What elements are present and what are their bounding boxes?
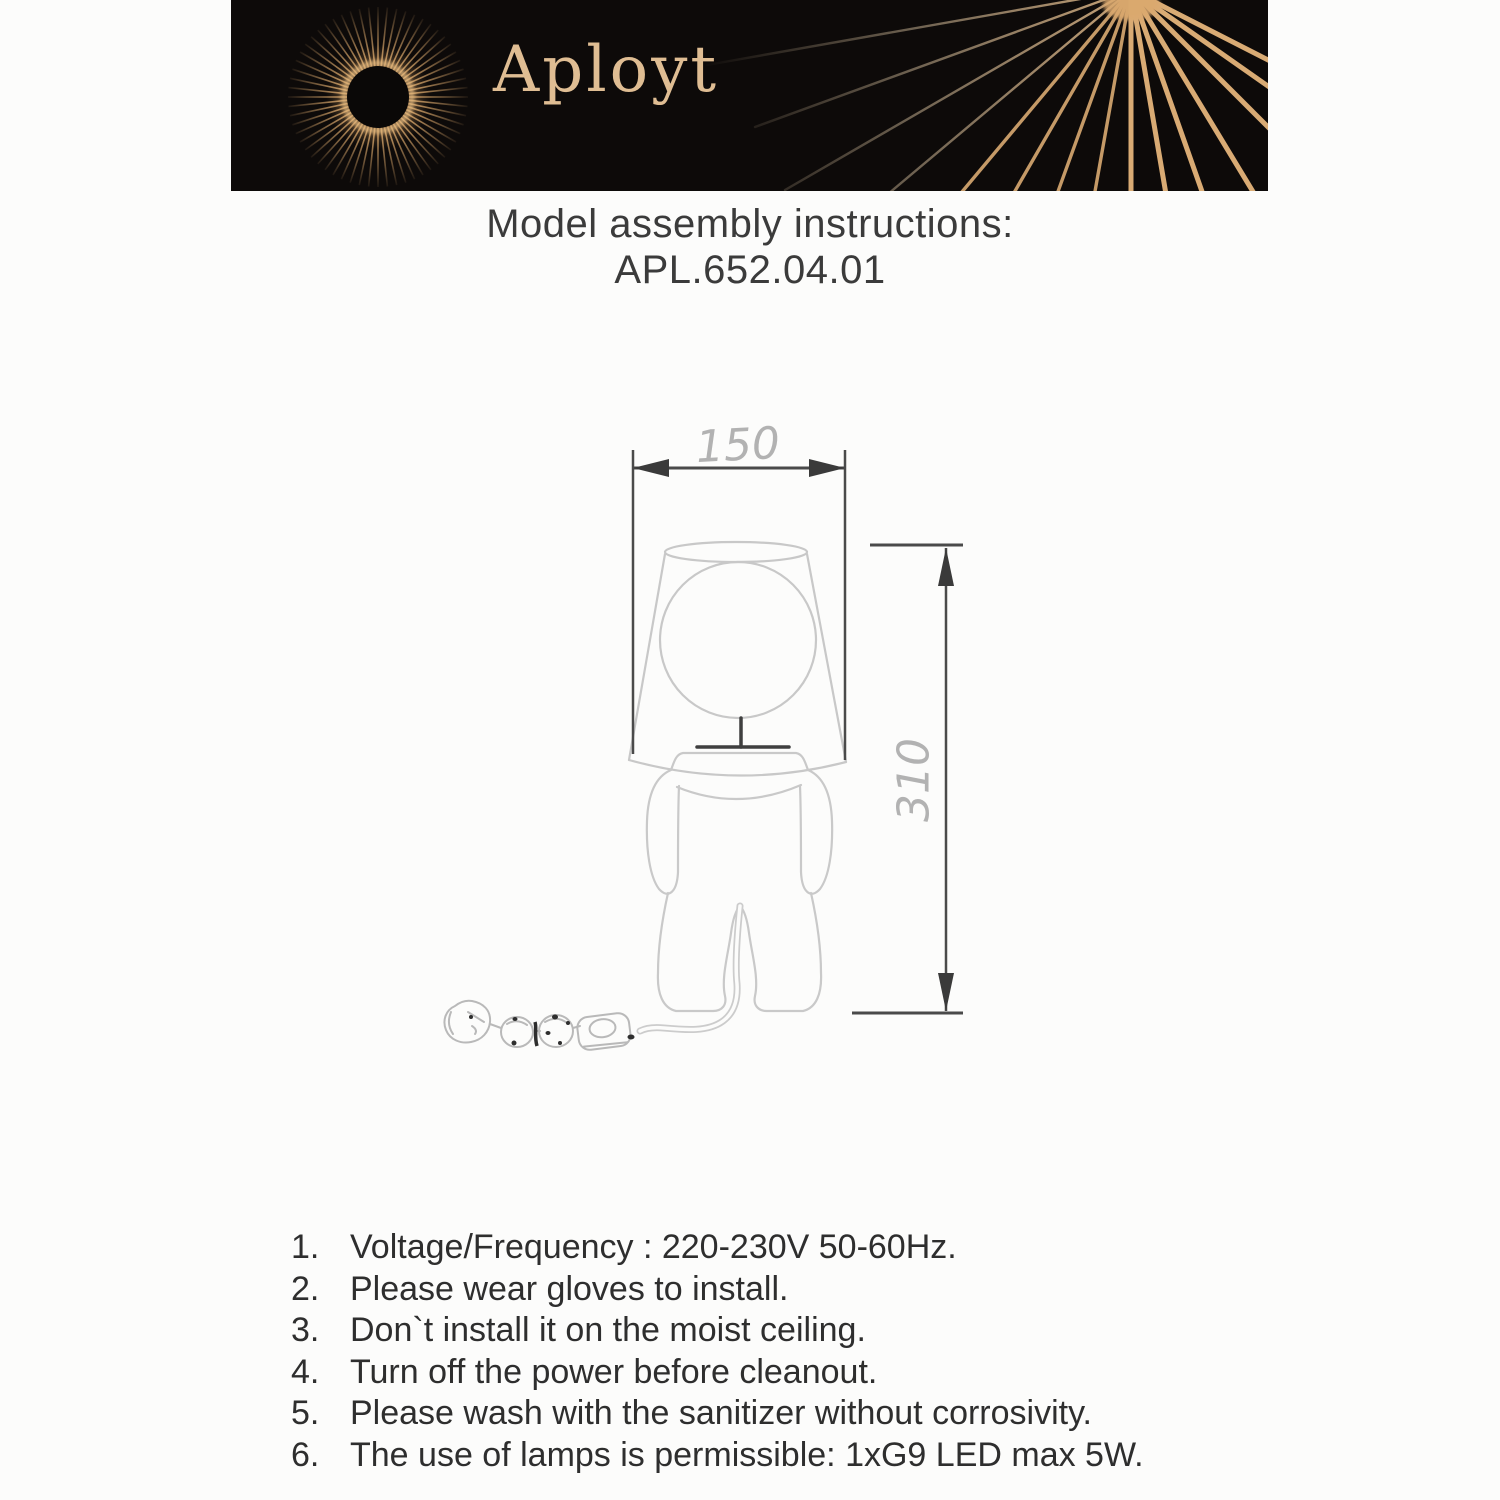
instruction-list — [291, 1230, 1341, 1479]
title-block — [0, 201, 1500, 293]
cord-bead — [539, 1015, 573, 1047]
item-text: Don`t install it on the moist ceiling. — [350, 1311, 866, 1349]
item-text: Please wear gloves to install. — [350, 1269, 789, 1308]
item-text: Voltage/Frequency : 220-230V 50-60Hz. — [350, 1228, 957, 1266]
list-item — [291, 1352, 1341, 1391]
height-dimension-label: 310 — [888, 738, 940, 822]
model-number: APL.652.04.01 — [614, 248, 886, 292]
arrow-up-icon — [938, 548, 954, 586]
list-item — [291, 1435, 1341, 1474]
starburst-icon — [283, 2, 473, 191]
technical-drawing — [420, 405, 1000, 1085]
bulb-stem — [697, 718, 789, 747]
banner-decorations — [231, 0, 1268, 191]
list-item — [291, 1313, 1341, 1348]
item-text: The use of lamps is permissible: 1xG9 LED max 5W. — [350, 1435, 1144, 1474]
list-item — [291, 1396, 1341, 1431]
list-item — [291, 1230, 1341, 1265]
collar-arc — [677, 785, 801, 799]
switch-button — [589, 1018, 617, 1039]
shade-left-side — [629, 554, 665, 760]
arrow-down-icon — [938, 973, 954, 1011]
item-number: 6. — [291, 1435, 320, 1474]
item-text: Please wash with the sanitizer without corrosivity. — [350, 1394, 1093, 1432]
lamp-outline — [629, 542, 846, 776]
torso-and-arms — [647, 753, 832, 894]
item-number: 5. — [291, 1394, 320, 1432]
plug — [444, 1001, 490, 1043]
ray-fan-decoration — [707, 0, 1268, 191]
page-title: Model assembly instructions: — [486, 202, 1014, 246]
inline-switch — [576, 1012, 632, 1051]
width-dimension — [633, 450, 845, 760]
brand-banner — [231, 0, 1268, 191]
item-number: 2. — [291, 1269, 320, 1308]
arrow-left-icon — [633, 459, 669, 477]
shade-top-rim — [665, 542, 807, 562]
brand-wordmark: Aployt — [493, 33, 720, 107]
item-number: 4. — [291, 1352, 320, 1391]
item-number: 1. — [291, 1228, 320, 1266]
arrow-right-icon — [809, 459, 845, 477]
bulb-circle — [660, 562, 816, 718]
width-dimension-label: 150 — [694, 417, 782, 474]
list-item — [291, 1269, 1341, 1308]
item-number: 3. — [291, 1311, 320, 1349]
item-text: Turn off the power before cleanout. — [350, 1352, 878, 1391]
